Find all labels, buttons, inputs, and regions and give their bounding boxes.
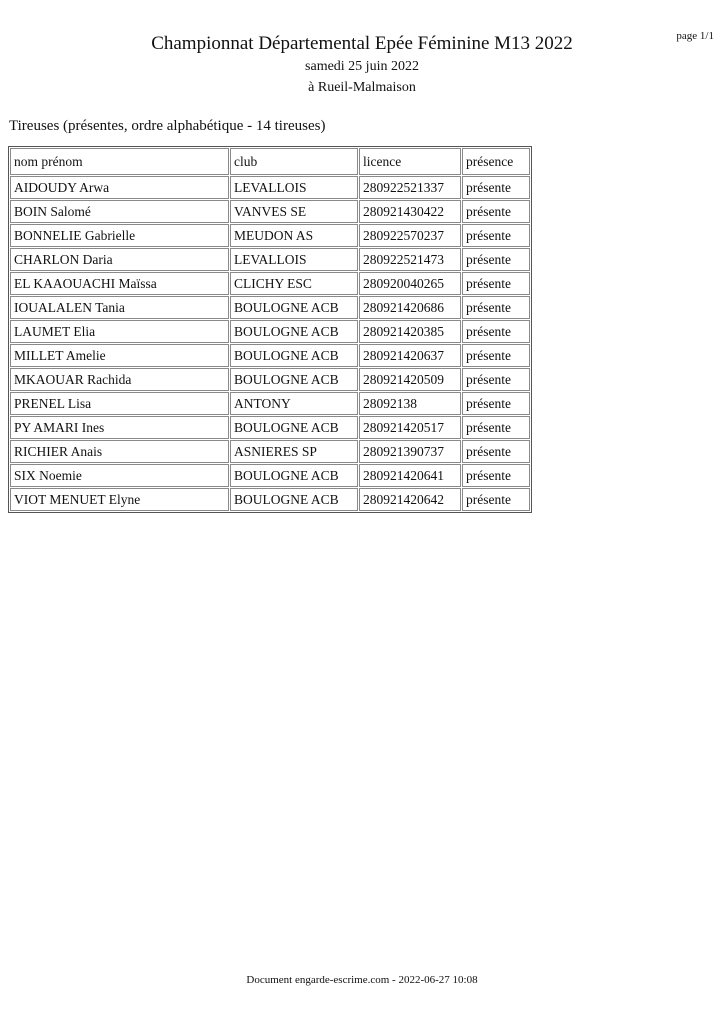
table-header-row	[10, 148, 530, 175]
cell-club: BOULOGNE ACB	[230, 344, 358, 367]
cell-presence: présente	[462, 200, 530, 223]
table-row	[10, 296, 530, 319]
table-row	[10, 416, 530, 439]
table-body	[10, 176, 530, 511]
cell-presence: présente	[462, 296, 530, 319]
table-row	[10, 320, 530, 343]
cell-name: BONNELIE Gabrielle	[10, 224, 229, 247]
cell-licence: 28092138	[359, 392, 461, 415]
cell-club: BOULOGNE ACB	[230, 296, 358, 319]
cell-presence: présente	[462, 440, 530, 463]
cell-licence: 280922521337	[359, 176, 461, 199]
cell-name: AIDOUDY Arwa	[10, 176, 229, 199]
document-header	[0, 32, 724, 98]
page-number: page 1/1	[676, 30, 714, 42]
cell-presence: présente	[462, 224, 530, 247]
column-header-presence: présence	[462, 148, 530, 175]
cell-licence: 280921420509	[359, 368, 461, 391]
cell-presence: présente	[462, 416, 530, 439]
column-header-licence: licence	[359, 148, 461, 175]
cell-name: LAUMET Elia	[10, 320, 229, 343]
cell-licence: 280920040265	[359, 272, 461, 295]
cell-club: BOULOGNE ACB	[230, 464, 358, 487]
column-header-club: club	[230, 148, 358, 175]
cell-licence: 280921420642	[359, 488, 461, 511]
cell-club: BOULOGNE ACB	[230, 320, 358, 343]
cell-club: CLICHY ESC	[230, 272, 358, 295]
cell-licence: 280921390737	[359, 440, 461, 463]
table-row	[10, 248, 530, 271]
cell-club: ANTONY	[230, 392, 358, 415]
cell-presence: présente	[462, 320, 530, 343]
cell-licence: 280922521473	[359, 248, 461, 271]
table-row	[10, 200, 530, 223]
cell-name: BOIN Salomé	[10, 200, 229, 223]
section-heading: Tireuses (présentes, ordre alphabétique - 14 tireuses)	[9, 118, 326, 134]
cell-name: MKAOUAR Rachida	[10, 368, 229, 391]
cell-name: VIOT MENUET Elyne	[10, 488, 229, 511]
table-row	[10, 176, 530, 199]
cell-name: MILLET Amelie	[10, 344, 229, 367]
footer: Document engarde-escrime.com - 2022-06-27 10:08	[246, 974, 478, 986]
cell-presence: présente	[462, 488, 530, 511]
table-row	[10, 440, 530, 463]
event-date: samedi 25 juin 2022	[305, 59, 419, 74]
cell-licence: 280922570237	[359, 224, 461, 247]
cell-licence: 280921420641	[359, 464, 461, 487]
cell-club: VANVES SE	[230, 200, 358, 223]
cell-presence: présente	[462, 392, 530, 415]
cell-licence: 280921430422	[359, 200, 461, 223]
cell-presence: présente	[462, 344, 530, 367]
table-row	[10, 488, 530, 511]
cell-name: RICHIER Anais	[10, 440, 229, 463]
cell-presence: présente	[462, 176, 530, 199]
table-row	[10, 464, 530, 487]
table-row	[10, 272, 530, 295]
cell-presence: présente	[462, 272, 530, 295]
cell-name: IOUALALEN Tania	[10, 296, 229, 319]
cell-presence: présente	[462, 464, 530, 487]
cell-name: SIX Noemie	[10, 464, 229, 487]
cell-licence: 280921420385	[359, 320, 461, 343]
column-header-name: nom prénom	[10, 148, 229, 175]
cell-club: BOULOGNE ACB	[230, 488, 358, 511]
cell-club: ASNIERES SP	[230, 440, 358, 463]
cell-presence: présente	[462, 248, 530, 271]
cell-licence: 280921420637	[359, 344, 461, 367]
cell-name: PY AMARI Ines	[10, 416, 229, 439]
cell-club: BOULOGNE ACB	[230, 416, 358, 439]
cell-club: LEVALLOIS	[230, 248, 358, 271]
cell-club: LEVALLOIS	[230, 176, 358, 199]
cell-presence: présente	[462, 368, 530, 391]
cell-licence: 280921420686	[359, 296, 461, 319]
table-row	[10, 344, 530, 367]
cell-licence: 280921420517	[359, 416, 461, 439]
table-row	[10, 224, 530, 247]
fencers-table	[8, 146, 532, 513]
cell-club: BOULOGNE ACB	[230, 368, 358, 391]
cell-club: MEUDON AS	[230, 224, 358, 247]
cell-name: PRENEL Lisa	[10, 392, 229, 415]
table-row	[10, 368, 530, 391]
event-location: à Rueil-Malmaison	[308, 80, 416, 95]
cell-name: EL KAAOUACHI Maïssa	[10, 272, 229, 295]
cell-name: CHARLON Daria	[10, 248, 229, 271]
page-title: Championnat Départemental Epée Féminine M13 2022	[151, 33, 573, 54]
table-row	[10, 392, 530, 415]
